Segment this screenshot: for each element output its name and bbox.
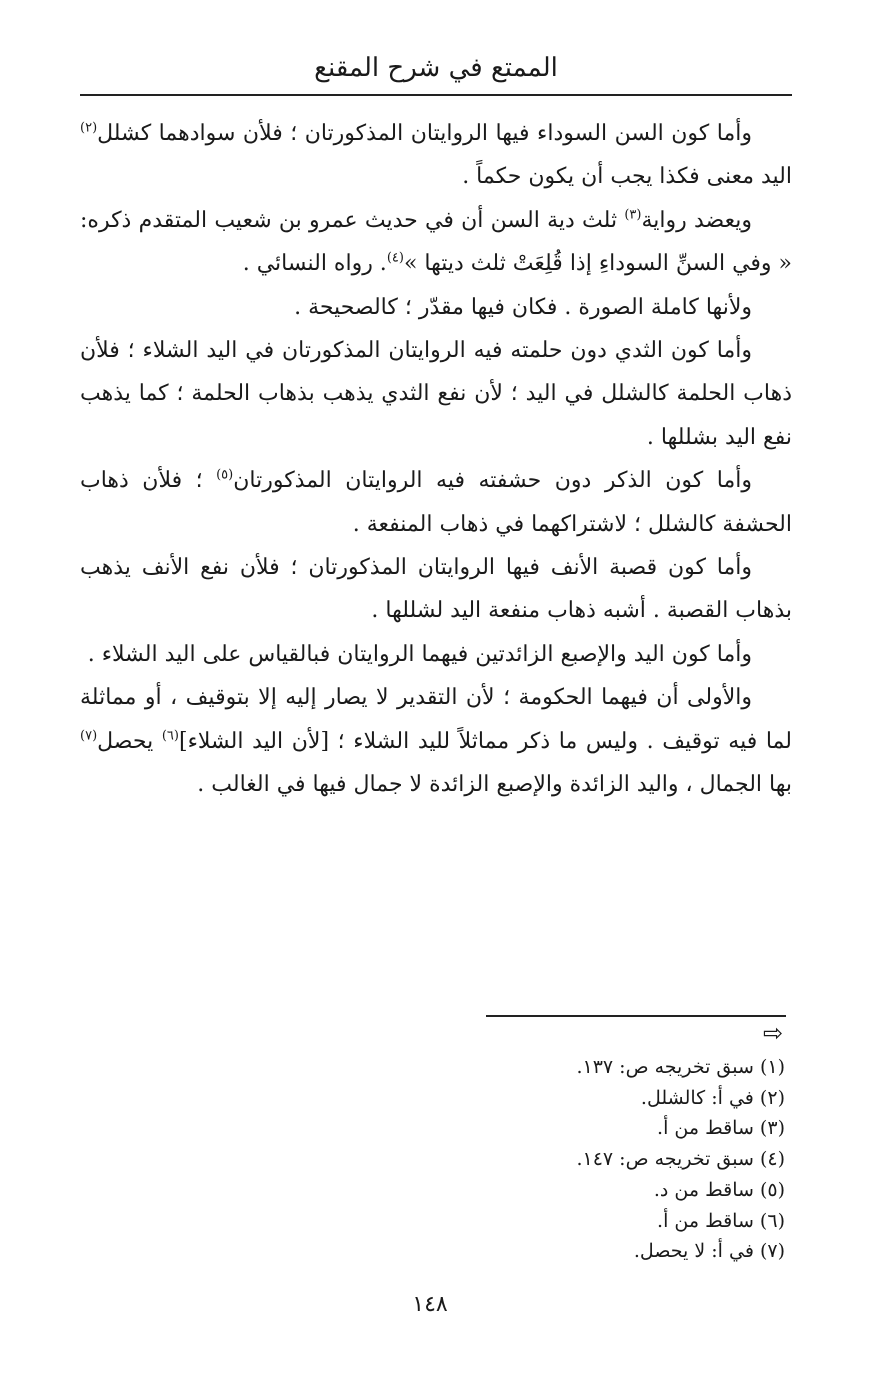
header-rule <box>80 94 792 96</box>
paragraph: وأما كون السن السوداء فيها الروايتان المذكورتان ؛ فلأن سوادهما كشلل$^{(٢)}$ اليد معنى فكذا يجب أن يكون حكماً . <box>80 120 792 190</box>
footnote-item: (٦) ساقط من أ. <box>657 1209 785 1232</box>
main-text <box>80 112 792 807</box>
footnote-ref: (٢) <box>80 120 98 136</box>
footnote-ref: (٤) <box>386 250 404 266</box>
paragraph: والأولى أن فيهما الحكومة ؛ لأن التقدير لا يصار إليه إلا بتوقيف ، أو مماثلة لما فيه توقيف . وليس ما ذكر مماثلاً لليد الشلاء ؛ [لأن اليد الشلاء]$^{(٦)}$ يحصل$^{(٧)}$ بها الجمال ، واليد الزائدة والإصبع الزائدة لا جمال فيها في الغالب . <box>80 685 792 798</box>
footnote-ref: (٥) <box>216 467 234 483</box>
footnotes <box>380 1052 785 1267</box>
right-arrow-icon: ⇨ <box>762 1019 784 1047</box>
paragraph: وأما كون قصبة الأنف فيها الروايتان المذكورتان ؛ فلأن نفع الأنف يذهب بذهاب القصبة . أشبه ذهاب منفعة اليد لشللها . <box>80 555 792 624</box>
footnote-ref: (٧) <box>80 728 98 744</box>
footnote-item: (٣) ساقط من أ. <box>657 1117 785 1140</box>
paragraph: وأما كون الثدي دون حلمته فيه الروايتان المذكورتان في اليد الشلاء ؛ فلأن ذهاب الحلمة كالشلل في اليد ؛ لأن نفع الثدي يذهب بذهاب الحلمة ؛ كما يذهب نفع اليد بشللها . <box>80 338 792 450</box>
footnote-ref: (٦) <box>161 728 179 744</box>
footnote-ref: (٣) <box>624 207 642 223</box>
paragraph: ولأنها كاملة الصورة . فكان فيها مقدّر ؛ كالصحيحة . <box>294 294 752 320</box>
footnote-item: (٧) في أ: لا يحصل. <box>633 1240 785 1263</box>
page-number: ١٤٨ <box>412 1292 448 1317</box>
footnote-item: (٥) ساقط من د. <box>653 1178 785 1201</box>
paragraph: وأما كون اليد والإصبع الزائدتين فيهما الروايتان فبالقياس على اليد الشلاء . <box>87 641 752 667</box>
paragraph: ويعضد رواية$^{(٣)}$ ثلث دية السن أن في حديث عمرو بن شعيب المتقدم ذكره: « وفي السنِّ السوداءِ إذا قُلِعَتْ ثلث ديتها »$^{(٤)}$. رواه النسائي . <box>80 207 792 277</box>
footnote-item: (٤) سبق تخريجه ص: ١٤٧. <box>576 1148 785 1171</box>
footnote-item: (٢) في أ: كالشلل. <box>640 1086 785 1109</box>
footnote-rule <box>486 1015 786 1017</box>
running-head-title: الممتع في شرح المقنع <box>314 53 558 83</box>
footnote-item: (١) سبق تخريجه ص: ١٣٧. <box>576 1056 785 1078</box>
paragraph: وأما كون الذكر دون حشفته فيه الروايتان المذكورتان$^{(٥)}$ ؛ فلأن ذهاب الحشفة كالشلل ؛ لاشتراكهما في ذهاب المنفعة . <box>80 467 792 537</box>
